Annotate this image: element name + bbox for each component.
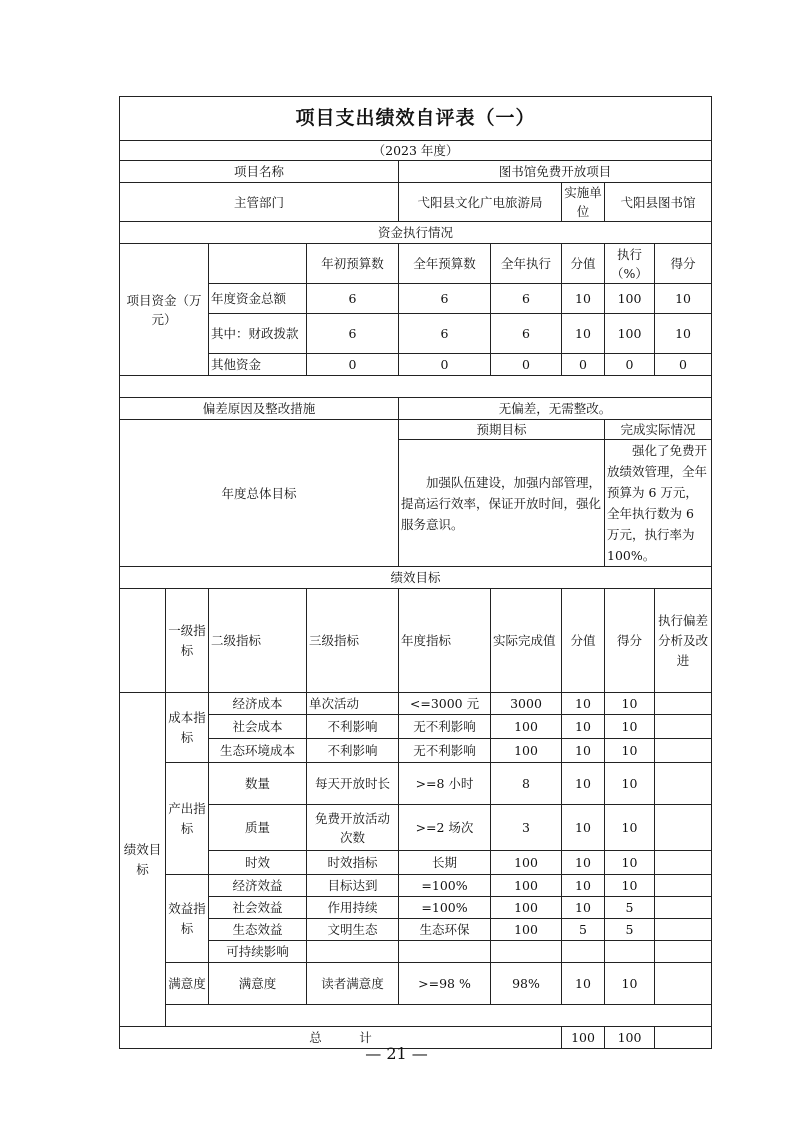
funds-header-cell: 得分 — [655, 244, 712, 284]
perf-l3: 目标达到 — [307, 875, 399, 897]
perf-annual: 生态环保 — [399, 919, 491, 941]
funds-cell: 0 — [307, 354, 399, 376]
total-val: 100 — [562, 1027, 605, 1049]
blank-row — [166, 1005, 712, 1027]
perf-actual: 3000 — [491, 693, 562, 715]
perf-analysis — [655, 941, 712, 963]
perf-score — [605, 941, 655, 963]
perf-l3: 每天开放时长 — [307, 763, 399, 805]
perf-analysis — [655, 875, 712, 897]
perf-l3 — [307, 941, 399, 963]
perf-annual: 无不利影响 — [399, 715, 491, 739]
performance-self-evaluation-table — [119, 96, 712, 1049]
perf-l2: 生态环境成本 — [209, 739, 307, 763]
project-name-label: 项目名称 — [120, 161, 399, 183]
blank-row — [120, 376, 712, 398]
perf-analysis — [655, 897, 712, 919]
perf-annual: 无不利影响 — [399, 739, 491, 763]
actual-text: 强化了免费开放绩效管理，全年预算为 6 万元，全年执行数为 6 万元，执行率为 100%。 — [605, 440, 712, 567]
perf-annual: >=8 小时 — [399, 763, 491, 805]
funds-row-label-cell: 其他资金 — [209, 354, 307, 376]
perf-actual: 100 — [491, 715, 562, 739]
perf-score: 10 — [605, 693, 655, 715]
perf-score: 10 — [605, 963, 655, 1005]
perf-header-level2: 二级指标 — [209, 589, 307, 693]
perf-score: 10 — [605, 739, 655, 763]
perf-actual: 3 — [491, 805, 562, 851]
perf-score: 5 — [605, 919, 655, 941]
perf-l2: 经济成本 — [209, 693, 307, 715]
perf-val — [562, 941, 605, 963]
perf-score: 10 — [605, 875, 655, 897]
perf-l3: 时效指标 — [307, 851, 399, 875]
perf-header-actual: 实际完成值 — [491, 589, 562, 693]
perf-header-score: 得分 — [605, 589, 655, 693]
perf-header-analysis: 执行偏差分析及改进 — [655, 589, 712, 693]
perf-val: 10 — [562, 851, 605, 875]
perf-l2: 社会效益 — [209, 897, 307, 919]
page-number: — 21 — — [365, 1044, 428, 1063]
total-label: 总 计 — [120, 1027, 562, 1049]
perf-analysis — [655, 963, 712, 1005]
perf-actual: 8 — [491, 763, 562, 805]
perf-l2: 可持续影响 — [209, 941, 307, 963]
perf-annual: <=3000 元 — [399, 693, 491, 715]
total-score: 100 — [605, 1027, 655, 1049]
funds-cell: 0 — [605, 354, 655, 376]
perf-actual: 100 — [491, 851, 562, 875]
perf-annual: =100% — [399, 875, 491, 897]
perf-score: 10 — [605, 715, 655, 739]
perf-val: 10 — [562, 963, 605, 1005]
perf-val: 10 — [562, 715, 605, 739]
perf-header-blank — [120, 589, 166, 693]
perf-analysis — [655, 851, 712, 875]
expected-goal-header: 预期目标 — [399, 420, 605, 440]
perf-actual: 100 — [491, 897, 562, 919]
funds-cell: 10 — [655, 314, 712, 354]
funds-header-blank — [209, 244, 307, 284]
perf-analysis — [655, 693, 712, 715]
unit-label: 实施单位 — [562, 183, 605, 222]
funds-header-cell: 全年执行 — [491, 244, 562, 284]
cost-group-label: 成本指标 — [166, 693, 209, 763]
dept-label: 主管部门 — [120, 183, 399, 222]
funds-cell: 100 — [605, 314, 655, 354]
perf-analysis — [655, 715, 712, 739]
funds-cell: 6 — [491, 284, 562, 314]
perf-header-score-val: 分值 — [562, 589, 605, 693]
funds-section-header: 资金执行情况 — [120, 222, 712, 244]
funds-cell: 10 — [562, 284, 605, 314]
perf-l2: 数量 — [209, 763, 307, 805]
perf-annual: 长期 — [399, 851, 491, 875]
perf-l3: 文明生态 — [307, 919, 399, 941]
perf-actual — [491, 941, 562, 963]
perf-val: 10 — [562, 739, 605, 763]
funds-cell: 10 — [655, 284, 712, 314]
perf-l3: 不利影响 — [307, 739, 399, 763]
funds-cell: 0 — [562, 354, 605, 376]
perf-analysis — [655, 739, 712, 763]
funds-cell: 10 — [562, 314, 605, 354]
project-name-value: 图书馆免费开放项目 — [399, 161, 712, 183]
deviation-value: 无偏差，无需整改。 — [399, 398, 712, 420]
funds-row-label-cell: 年度资金总额 — [209, 284, 307, 314]
funds-header-cell: 分值 — [562, 244, 605, 284]
perf-actual: 100 — [491, 739, 562, 763]
perf-val: 10 — [562, 693, 605, 715]
perf-annual: =100% — [399, 897, 491, 919]
perf-l2: 时效 — [209, 851, 307, 875]
perf-group-label: 绩效目标 — [120, 693, 166, 1027]
funds-cell: 6 — [399, 284, 491, 314]
perf-actual: 98% — [491, 963, 562, 1005]
perf-header-level3: 三级指标 — [307, 589, 399, 693]
actual-header: 完成实际情况 — [605, 420, 712, 440]
perf-l3: 单次活动 — [307, 693, 399, 715]
funds-row-label-cell: 其中：财政拨款 — [209, 314, 307, 354]
funds-header-cell: 全年预算数 — [399, 244, 491, 284]
perf-section-header: 绩效目标 — [120, 567, 712, 589]
perf-l2: 质量 — [209, 805, 307, 851]
perf-annual: >=98 % — [399, 963, 491, 1005]
dept-value: 弋阳县文化广电旅游局 — [399, 183, 562, 222]
perf-l3: 不利影响 — [307, 715, 399, 739]
perf-actual: 100 — [491, 919, 562, 941]
perf-annual: >=2 场次 — [399, 805, 491, 851]
funds-cell: 6 — [491, 314, 562, 354]
perf-score: 10 — [605, 805, 655, 851]
perf-l2: 生态效益 — [209, 919, 307, 941]
perf-l3: 读者满意度 — [307, 963, 399, 1005]
perf-val: 10 — [562, 875, 605, 897]
funds-cell: 6 — [399, 314, 491, 354]
funds-cell: 100 — [605, 284, 655, 314]
funds-cell: 0 — [399, 354, 491, 376]
perf-analysis — [655, 919, 712, 941]
table-title: 项目支出绩效自评表（一） — [120, 97, 712, 141]
perf-val: 5 — [562, 919, 605, 941]
perf-score: 10 — [605, 763, 655, 805]
perf-actual: 100 — [491, 875, 562, 897]
perf-val: 10 — [562, 805, 605, 851]
funds-header-cell: 年初预算数 — [307, 244, 399, 284]
perf-val: 10 — [562, 897, 605, 919]
perf-score: 10 — [605, 851, 655, 875]
unit-value: 弋阳县图书馆 — [605, 183, 712, 222]
perf-annual — [399, 941, 491, 963]
funds-cell: 6 — [307, 284, 399, 314]
funds-cell: 0 — [491, 354, 562, 376]
perf-l3: 免费开放活动次数 — [307, 805, 399, 851]
funds-header-cell: 执行（%） — [605, 244, 655, 284]
year-label: （2023 年度） — [120, 141, 712, 161]
perf-header-annual: 年度指标 — [399, 589, 491, 693]
perf-l2: 经济效益 — [209, 875, 307, 897]
perf-header-level1: 一级指标 — [166, 589, 209, 693]
perf-l2: 社会成本 — [209, 715, 307, 739]
perf-analysis — [655, 763, 712, 805]
funds-cell: 6 — [307, 314, 399, 354]
perf-l2: 满意度 — [209, 963, 307, 1005]
satisfaction-group-label: 满意度 — [166, 963, 209, 1005]
perf-val: 10 — [562, 763, 605, 805]
perf-score: 5 — [605, 897, 655, 919]
output-group-label: 产出指标 — [166, 763, 209, 875]
funds-cell: 0 — [655, 354, 712, 376]
benefit-group-label: 效益指标 — [166, 875, 209, 963]
deviation-label: 偏差原因及整改措施 — [120, 398, 399, 420]
perf-analysis — [655, 805, 712, 851]
expected-goal-text: 加强队伍建设，加强内部管理，提高运行效率，保证开放时间，强化服务意识。 — [399, 440, 605, 567]
perf-l3: 作用持续 — [307, 897, 399, 919]
annual-goal-label: 年度总体目标 — [120, 420, 399, 567]
funds-row-label: 项目资金（万元） — [120, 244, 209, 376]
